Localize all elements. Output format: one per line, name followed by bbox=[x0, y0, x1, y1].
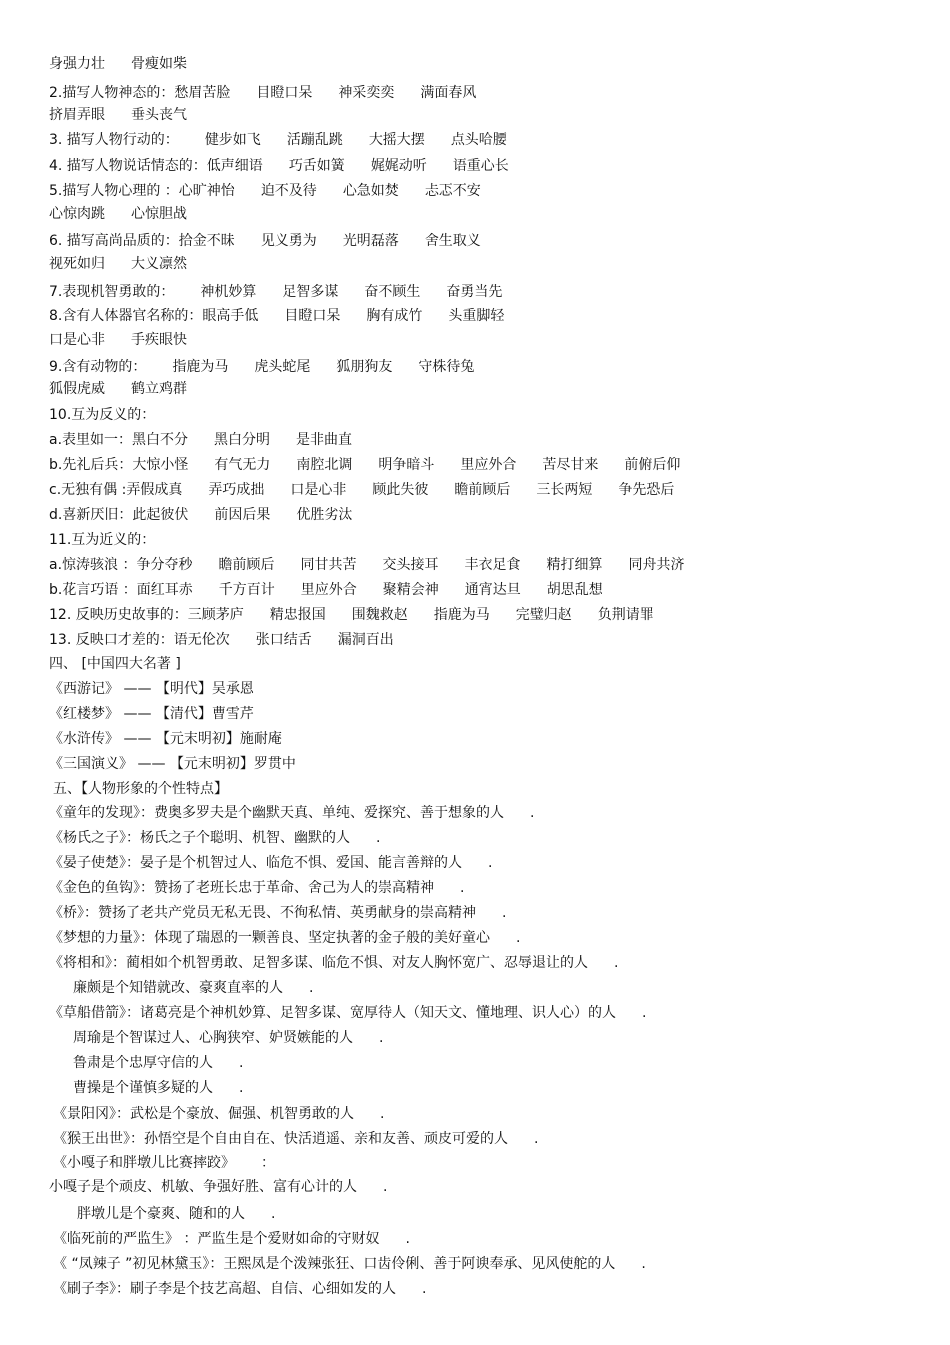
text-line bbox=[49, 380, 187, 398]
text-line bbox=[49, 804, 534, 822]
text-segment: 点头哈腰 bbox=[450, 132, 507, 148]
text-segment: 鲁肃是个忠厚守信的人 bbox=[73, 1055, 213, 1071]
text-segment: 心惊肉跳 bbox=[49, 206, 105, 222]
text-segment: 瞻前顾后 bbox=[218, 557, 275, 573]
text-segment: . bbox=[379, 1030, 384, 1046]
text-line bbox=[49, 606, 654, 624]
text-segment: 迫不及待 bbox=[260, 183, 317, 199]
text-segment: . bbox=[460, 880, 465, 896]
text-segment: 同舟共济 bbox=[628, 557, 685, 573]
text-segment: . bbox=[405, 1231, 410, 1247]
text-segment: 11.互为近义的： bbox=[49, 532, 156, 548]
text-segment: 精打细算 bbox=[546, 557, 603, 573]
text-segment: 活蹦乱跳 bbox=[286, 132, 343, 148]
text-line bbox=[53, 780, 228, 798]
text-segment: 是非曲直 bbox=[296, 432, 353, 448]
text-segment: 6. 描写高尚品质的：拾金不昧 bbox=[49, 233, 235, 249]
text-segment: . bbox=[488, 855, 493, 871]
text-segment: 胡思乱想 bbox=[546, 582, 603, 598]
text-segment: b.先礼后兵：大惊小怪 bbox=[49, 457, 189, 473]
text-segment: 《小嘎子和胖墩儿比赛摔跤》 bbox=[53, 1155, 235, 1171]
text-segment: 前俯后仰 bbox=[624, 457, 681, 473]
text-line bbox=[49, 106, 187, 124]
text-line bbox=[49, 406, 155, 424]
text-segment: 《红楼梦》 —— 【清代】曹雪芹 bbox=[49, 706, 254, 722]
text-segment: 满面春风 bbox=[420, 85, 477, 101]
text-segment: 身强力壮 bbox=[49, 56, 105, 72]
text-segment: 3. 描写人物行动的： bbox=[49, 132, 179, 148]
text-segment: . bbox=[642, 1005, 647, 1021]
text-segment: 南腔北调 bbox=[296, 457, 353, 473]
text-line bbox=[49, 1004, 646, 1022]
text-segment: 8.含有人体器官名称的：眼高手低 bbox=[49, 308, 259, 324]
text-line bbox=[49, 1178, 387, 1196]
text-line bbox=[49, 705, 254, 723]
text-segment: 奋勇当先 bbox=[446, 284, 503, 300]
text-segment: 曹操是个谨慎多疑的人 bbox=[73, 1080, 213, 1096]
text-line bbox=[49, 556, 684, 574]
text-line bbox=[49, 581, 603, 599]
text-segment: 《刷子李》：刷子李是个技艺高超、自信、心细如发的人 bbox=[53, 1281, 396, 1297]
text-line bbox=[49, 157, 509, 175]
text-line bbox=[53, 1280, 426, 1298]
text-line bbox=[49, 255, 187, 273]
text-line bbox=[49, 730, 282, 748]
text-segment: 《景阳冈》：武松是个豪放、倔强、机智勇敢的人 bbox=[53, 1106, 354, 1122]
text-segment: 廉颇是个知错就改、豪爽直率的人 bbox=[73, 980, 283, 996]
text-line bbox=[53, 1130, 538, 1148]
text-segment: 同甘共苦 bbox=[300, 557, 357, 573]
text-line bbox=[49, 506, 352, 524]
text-segment: 12. 反映历史故事的：三顾茅庐 bbox=[49, 607, 244, 623]
text-segment: 明争暗斗 bbox=[378, 457, 435, 473]
text-segment: . bbox=[530, 805, 535, 821]
text-segment: 优胜劣汰 bbox=[296, 507, 353, 523]
text-segment: 目瞪口呆 bbox=[284, 308, 341, 324]
text-line bbox=[49, 283, 502, 301]
text-segment: . bbox=[376, 830, 381, 846]
text-segment: 7.表现机智勇敢的： bbox=[49, 284, 175, 300]
text-segment: 苦尽甘来 bbox=[542, 457, 599, 473]
text-segment: 心急如焚 bbox=[342, 183, 399, 199]
text-segment: 鹤立鸡群 bbox=[131, 381, 187, 397]
text-segment: 2.描写人物神态的：愁眉苦脸 bbox=[49, 85, 231, 101]
text-line bbox=[49, 954, 618, 972]
text-line bbox=[49, 55, 187, 73]
text-segment: 9.含有动物的： bbox=[49, 359, 147, 375]
text-segment: . bbox=[516, 930, 521, 946]
text-segment: 胖墩儿是个豪爽、随和的人 bbox=[77, 1206, 245, 1222]
text-segment: 《将相和》：蔺相如个机智勇敢、足智多谋、临危不惧、对友人胸怀宽广、忍辱退让的人 bbox=[49, 955, 588, 971]
text-segment: . bbox=[614, 955, 619, 971]
text-segment: 《梦想的力量》：体现了瑞恩的一颗善良、坚定执著的金子般的美好童心 bbox=[49, 930, 490, 946]
text-line bbox=[49, 431, 352, 449]
text-segment: 四、 [中国四大名著 ] bbox=[49, 656, 181, 672]
text-segment: 《杨氏之子》：杨氏之子个聪明、机智、幽默的人 bbox=[49, 830, 350, 846]
text-segment: 黑白分明 bbox=[214, 432, 271, 448]
text-line bbox=[49, 631, 394, 649]
text-segment: 5.描写人物心理的 ：心旷神怡 bbox=[49, 183, 235, 199]
text-line bbox=[49, 481, 674, 499]
text-segment: 手疾眼快 bbox=[131, 332, 187, 348]
text-segment: 漏洞百出 bbox=[337, 632, 394, 648]
text-line bbox=[49, 829, 380, 847]
text-line bbox=[49, 879, 464, 897]
text-line bbox=[73, 1079, 243, 1097]
text-segment: . bbox=[383, 1179, 388, 1195]
text-segment: 指鹿为马 bbox=[172, 359, 229, 375]
text-line bbox=[49, 456, 680, 474]
text-segment: 骨瘦如柴 bbox=[131, 56, 187, 72]
text-segment: 胸有成竹 bbox=[366, 308, 423, 324]
text-segment: 《临死前的严监生》 ：严监生是个爱财如命的守财奴 bbox=[53, 1231, 380, 1247]
text-segment: 《水浒传》 —— 【元末明初】施耐庵 bbox=[49, 731, 282, 747]
text-segment: 丰衣足食 bbox=[464, 557, 521, 573]
text-segment: . bbox=[239, 1055, 244, 1071]
text-segment: 负荆请罪 bbox=[597, 607, 654, 623]
text-line bbox=[49, 904, 506, 922]
text-line bbox=[49, 929, 520, 947]
text-segment: 顾此失彼 bbox=[372, 482, 429, 498]
text-segment: 心惊胆战 bbox=[131, 206, 187, 222]
text-segment: 三长两短 bbox=[536, 482, 593, 498]
text-line bbox=[49, 854, 492, 872]
text-segment: 弄巧成拙 bbox=[208, 482, 265, 498]
text-segment: 围魏救赵 bbox=[351, 607, 408, 623]
text-segment: ： bbox=[261, 1155, 275, 1171]
text-segment: 目瞪口呆 bbox=[256, 85, 313, 101]
text-segment: 精忠报国 bbox=[269, 607, 326, 623]
text-line bbox=[49, 232, 481, 250]
text-segment: 五、【人物形象的个性特点】 bbox=[53, 781, 228, 797]
text-line bbox=[49, 755, 296, 773]
text-segment: 里应外合 bbox=[460, 457, 517, 473]
text-segment: c.无独有偶 :弄假成真 bbox=[49, 482, 183, 498]
text-line bbox=[49, 205, 187, 223]
text-segment: 口是心非 bbox=[49, 332, 105, 348]
text-segment: . bbox=[271, 1206, 276, 1222]
text-line bbox=[49, 655, 181, 673]
text-line bbox=[73, 979, 313, 997]
text-line bbox=[49, 307, 504, 325]
text-segment: 虎头蛇尾 bbox=[254, 359, 311, 375]
text-line bbox=[73, 1029, 383, 1047]
text-segment: 里应外合 bbox=[300, 582, 357, 598]
text-segment: 忐忑不安 bbox=[424, 183, 481, 199]
text-line bbox=[53, 1255, 646, 1273]
text-segment: 大摇大摆 bbox=[368, 132, 425, 148]
text-segment: 挤眉弄眼 bbox=[49, 107, 105, 123]
text-segment: . bbox=[641, 1256, 646, 1272]
text-segment: 口是心非 bbox=[290, 482, 347, 498]
text-line bbox=[49, 182, 481, 200]
text-segment: 聚精会神 bbox=[382, 582, 439, 598]
text-segment: 10.互为反义的： bbox=[49, 407, 156, 423]
text-segment: 指鹿为马 bbox=[433, 607, 490, 623]
text-segment: 《草船借箭》：诸葛亮是个神机妙算、足智多谋、宽厚待人（知天文、懂地理、识人心）的人 bbox=[49, 1005, 616, 1021]
text-segment: d.喜新厌旧：此起彼伏 bbox=[49, 507, 189, 523]
text-segment: 神采奕奕 bbox=[338, 85, 395, 101]
text-segment: 《 “凤辣子 ”初见林黛玉》：王熙凤是个泼辣张狂、口齿伶俐、善于阿谀奉承、见风使舵的人 bbox=[53, 1256, 616, 1272]
text-segment: 瞻前顾后 bbox=[454, 482, 511, 498]
text-segment: . bbox=[422, 1281, 427, 1297]
text-line bbox=[49, 84, 476, 102]
text-segment: 守株待兔 bbox=[418, 359, 475, 375]
text-segment: 娓娓动听 bbox=[370, 158, 427, 174]
text-segment: 奋不顾生 bbox=[364, 284, 421, 300]
text-segment: b.花言巧语 ：面红耳赤 bbox=[49, 582, 193, 598]
text-line bbox=[49, 358, 474, 376]
text-line bbox=[53, 1230, 410, 1248]
text-line bbox=[53, 1105, 384, 1123]
text-segment: 语重心长 bbox=[452, 158, 509, 174]
text-segment: 足智多谋 bbox=[282, 284, 339, 300]
text-segment: 前因后果 bbox=[214, 507, 271, 523]
text-segment: 《童年的发现》：费奥多罗夫是个幽默天真、单纯、爱探究、善于想象的人 bbox=[49, 805, 504, 821]
text-segment: 有气无力 bbox=[214, 457, 271, 473]
text-segment: . bbox=[534, 1131, 539, 1147]
text-segment: 舍生取义 bbox=[424, 233, 481, 249]
text-line bbox=[73, 1054, 243, 1072]
text-segment: 《晏子使楚》：晏子是个机智过人、临危不惧、爱国、能言善辩的人 bbox=[49, 855, 462, 871]
text-segment: 周瑜是个智谋过人、心胸狭窄、妒贤嫉能的人 bbox=[73, 1030, 353, 1046]
text-segment: . bbox=[502, 905, 507, 921]
text-segment: a.惊涛骇浪 ：争分夺秒 bbox=[49, 557, 193, 573]
text-segment: 完璧归赵 bbox=[515, 607, 572, 623]
text-segment: 狐假虎威 bbox=[49, 381, 105, 397]
text-segment: . bbox=[309, 980, 314, 996]
text-segment: 头重脚轻 bbox=[448, 308, 505, 324]
text-segment: 13. 反映口才差的：语无伦次 bbox=[49, 632, 230, 648]
text-segment: 通宵达旦 bbox=[464, 582, 521, 598]
text-segment: 《桥》：赞扬了老共产党员无私无畏、不徇私情、英勇献身的崇高精神 bbox=[49, 905, 476, 921]
text-line bbox=[49, 331, 187, 349]
text-segment: 视死如归 bbox=[49, 256, 105, 272]
text-line bbox=[77, 1205, 275, 1223]
text-segment: 大义凛然 bbox=[131, 256, 187, 272]
text-segment: 《三国演义》 —— 【元末明初】罗贯中 bbox=[49, 756, 296, 772]
text-segment: 光明磊落 bbox=[342, 233, 399, 249]
text-segment: 《猴王出世》：孙悟空是个自由自在、快活逍遥、亲和友善、顽皮可爱的人 bbox=[53, 1131, 508, 1147]
text-segment: 交头接耳 bbox=[382, 557, 439, 573]
text-segment: a.表里如一：黑白不分 bbox=[49, 432, 189, 448]
text-segment: 张口结舌 bbox=[255, 632, 312, 648]
text-segment: 4. 描写人物说话情态的：低声细语 bbox=[49, 158, 263, 174]
text-segment: 千方百计 bbox=[218, 582, 275, 598]
text-line bbox=[53, 1154, 275, 1172]
text-segment: 《金色的鱼钩》：赞扬了老班长忠于革命、舍己为人的崇高精神 bbox=[49, 880, 434, 896]
text-segment: 垂头丧气 bbox=[131, 107, 187, 123]
text-segment: 争先恐后 bbox=[618, 482, 675, 498]
text-line bbox=[49, 131, 507, 149]
text-line bbox=[49, 531, 155, 549]
text-segment: 神机妙算 bbox=[200, 284, 257, 300]
text-segment: 巧舌如簧 bbox=[288, 158, 345, 174]
text-segment: 狐朋狗友 bbox=[336, 359, 393, 375]
text-segment: 《西游记》 —— 【明代】吴承恩 bbox=[49, 681, 254, 697]
text-segment: . bbox=[380, 1106, 385, 1122]
text-line bbox=[49, 680, 254, 698]
text-segment: 小嘎子是个顽皮、机敏、争强好胜、富有心计的人 bbox=[49, 1179, 357, 1195]
text-segment: 见义勇为 bbox=[260, 233, 317, 249]
text-segment: . bbox=[239, 1080, 244, 1096]
text-segment: 健步如飞 bbox=[204, 132, 261, 148]
